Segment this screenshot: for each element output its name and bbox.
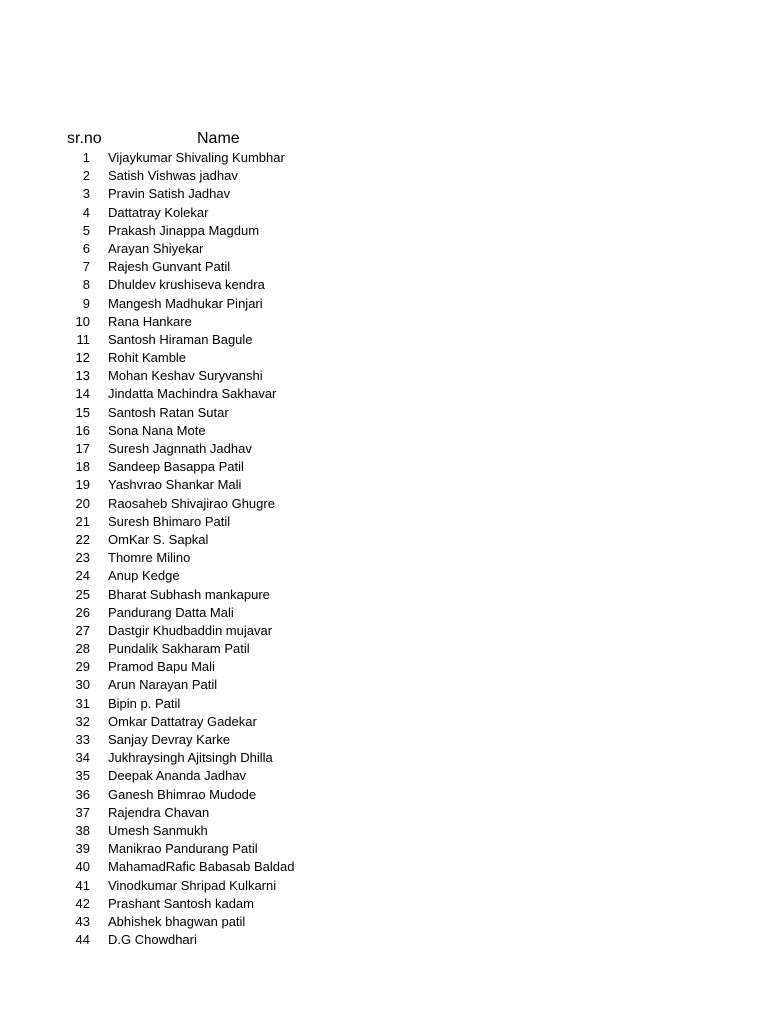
header-srno: sr.no (67, 130, 102, 147)
table-row (0, 513, 768, 531)
row-number: 9 (82, 295, 90, 311)
table-row (0, 567, 768, 585)
table-row (0, 895, 768, 913)
row-number: 43 (75, 913, 90, 929)
table-row (0, 913, 768, 931)
row-name: Rohit Kamble (108, 350, 187, 366)
row-number: 23 (75, 550, 90, 566)
row-number: 17 (75, 441, 90, 456)
table-row (0, 276, 768, 294)
row-name: Mangesh Madhukar Pinjari (108, 295, 263, 311)
table-row (0, 877, 768, 895)
row-name: Prakash Jinappa Magdum (108, 222, 260, 238)
row-number: 14 (75, 386, 90, 402)
table-row (0, 549, 768, 567)
row-number: 18 (75, 459, 90, 475)
row-number: 36 (75, 786, 90, 802)
row-name: Pandurang Datta Mali (108, 604, 234, 620)
row-name: Manikrao Pandurang Patil (108, 841, 258, 857)
table-row (0, 440, 768, 458)
table-row (0, 458, 768, 476)
row-number: 28 (75, 641, 90, 657)
row-name: Sandeep Basappa Patil (108, 459, 244, 475)
table-row (0, 258, 768, 276)
table-row (0, 658, 768, 676)
row-number: 27 (75, 622, 90, 638)
table-row (0, 240, 768, 258)
row-name: Bharat Subhash mankapure (108, 586, 270, 602)
row-name: Sona Nana Mote (108, 422, 206, 438)
row-name: Bipin p. Patil (108, 695, 181, 711)
row-name: Arun Narayan Patil (108, 677, 218, 693)
row-number: 1 (82, 150, 90, 165)
table-row (0, 367, 768, 385)
row-name: Jukhraysingh Ajitsingh Dhilla (108, 750, 273, 766)
row-name: Sanjay Devray Karke (108, 732, 231, 747)
table-row (0, 586, 768, 604)
table-row (0, 476, 768, 494)
row-name: Raosaheb Shivajirao Ghugre (108, 495, 275, 511)
row-number: 35 (75, 768, 90, 784)
row-number: 10 (75, 313, 90, 329)
row-number: 5 (82, 222, 90, 238)
table-row (0, 822, 768, 840)
table-row (0, 531, 768, 549)
row-name: Dattatray Kolekar (108, 204, 209, 220)
table-body (0, 149, 768, 949)
row-name: Ganesh Bhimrao Mudode (108, 786, 257, 802)
row-number: 25 (75, 586, 90, 602)
row-number: 6 (82, 240, 90, 256)
row-name: Yashvrao Shankar Mali (108, 477, 242, 493)
table-row (0, 640, 768, 658)
row-name: Suresh Bhimaro Patil (108, 513, 231, 529)
row-number: 24 (75, 568, 90, 584)
header-name: Name (197, 130, 240, 147)
row-name: Deepak Ananda Jadhav (108, 768, 247, 784)
row-number: 41 (75, 877, 90, 893)
table-row (0, 749, 768, 767)
row-number: 40 (75, 859, 90, 875)
row-number: 34 (75, 750, 90, 766)
row-name: Arayan Shiyekar (108, 240, 204, 256)
table-row (0, 313, 768, 331)
table-row (0, 385, 768, 403)
table-row (0, 149, 768, 167)
table-row (0, 604, 768, 622)
table-row (0, 804, 768, 822)
row-name: Pravin Satish Jadhav (108, 186, 231, 202)
table-row (0, 495, 768, 513)
table-row (0, 695, 768, 713)
row-number: 15 (75, 404, 90, 420)
row-name: Mohan Keshav Suryvanshi (108, 368, 263, 384)
table-row (0, 840, 768, 858)
row-name: Satish Vishwas jadhav (108, 168, 238, 184)
table-row (0, 622, 768, 640)
row-number: 3 (82, 186, 90, 202)
table-row (0, 204, 768, 222)
row-name: Vinodkumar Shripad Kulkarni (108, 877, 277, 893)
row-number: 33 (75, 732, 90, 747)
row-name: Dastgir Khudbaddin mujavar (108, 622, 273, 638)
row-number: 38 (75, 822, 90, 838)
row-name: Abhishek bhagwan patil (108, 913, 246, 929)
row-number: 37 (75, 804, 90, 820)
row-number: 12 (75, 350, 90, 366)
row-number: 7 (82, 259, 90, 275)
table-row (0, 404, 768, 422)
row-name: D.G Chowdhari (108, 932, 197, 948)
row-name: OmKar S. Sapkal (108, 531, 209, 547)
row-name: Rana Hankare (108, 313, 192, 329)
row-name: Suresh Jagnnath Jadhav (108, 441, 252, 456)
row-name: Rajendra Chavan (108, 804, 210, 820)
row-name: Dhuldev krushiseva kendra (108, 277, 265, 293)
row-number: 31 (75, 695, 90, 711)
row-number: 2 (82, 168, 90, 184)
table-row (0, 731, 768, 749)
row-number: 42 (75, 895, 90, 911)
row-number: 16 (75, 422, 90, 438)
table-row (0, 858, 768, 876)
row-number: 13 (75, 368, 90, 384)
row-name: MahamadRafic Babasab Baldad (108, 859, 295, 875)
table-row (0, 349, 768, 367)
row-number: 39 (75, 841, 90, 857)
row-number: 4 (82, 204, 90, 220)
table-row (0, 295, 768, 313)
table-row (0, 931, 768, 949)
row-name: Santosh Hiraman Bagule (108, 331, 253, 347)
row-number: 29 (75, 659, 90, 675)
table-row (0, 676, 768, 694)
row-number: 26 (75, 604, 90, 620)
row-number: 22 (75, 531, 90, 547)
row-name: Pramod Bapu Mali (108, 659, 215, 675)
row-number: 19 (75, 477, 90, 493)
row-name: Anup Kedge (108, 568, 180, 584)
table-row (0, 185, 768, 203)
table-header-row (0, 129, 768, 149)
row-name: Umesh Sanmukh (108, 822, 208, 838)
table-row (0, 767, 768, 785)
row-name: Omkar Dattatray Gadekar (108, 713, 257, 729)
row-number: 20 (75, 495, 90, 511)
row-number: 21 (75, 513, 90, 529)
row-name: Pundalik Sakharam Patil (108, 641, 250, 657)
table-row (0, 222, 768, 240)
row-number: 44 (75, 932, 90, 948)
table-row (0, 713, 768, 731)
row-number: 30 (75, 677, 90, 693)
row-name: Jindatta Machindra Sakhavar (108, 386, 277, 402)
row-name: Santosh Ratan Sutar (108, 404, 229, 420)
table-row (0, 786, 768, 804)
row-name: Thomre Milino (108, 550, 191, 566)
row-name: Vijaykumar Shivaling Kumbhar (108, 150, 285, 165)
row-number: 8 (82, 277, 90, 293)
row-number: 11 (76, 331, 90, 347)
table-row (0, 422, 768, 440)
row-name: Prashant Santosh kadam (108, 895, 254, 911)
table-row (0, 167, 768, 185)
row-name: Rajesh Gunvant Patil (108, 259, 231, 275)
row-number: 32 (75, 713, 90, 729)
table-row (0, 331, 768, 349)
name-list-sheet (0, 129, 768, 948)
